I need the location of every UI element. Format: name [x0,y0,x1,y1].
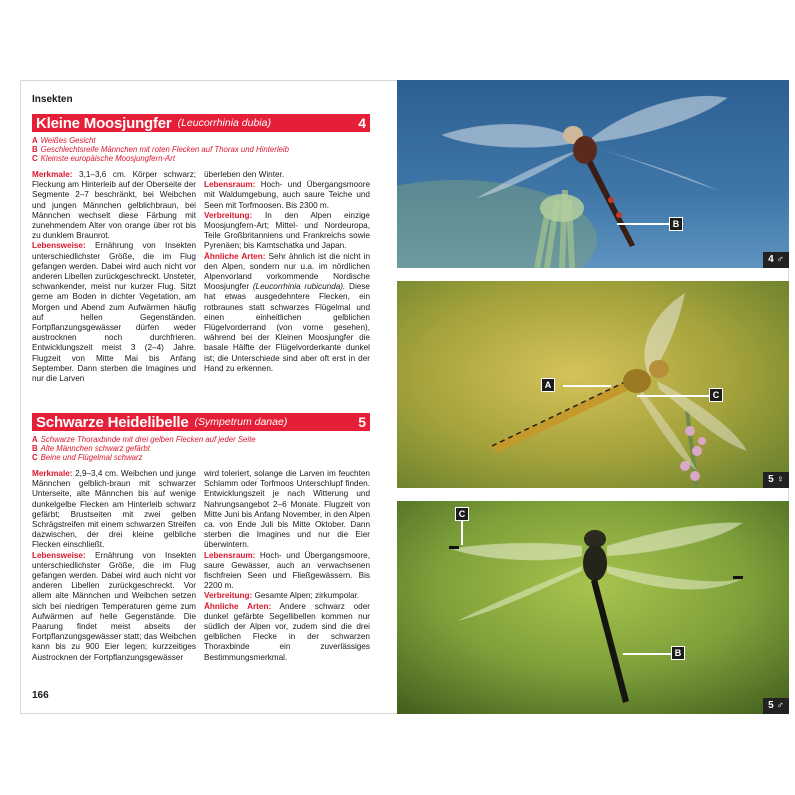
photo-badge: 5 ♀ [763,472,789,488]
text-column-left: Merkmale: 2,9–3,4 cm. Weibchen und junge Männchen gelblich-braun mit schwarzer Unterseite, alte Männchen bis auf wenige dunkelgelbe Flecken am Hinterleib schwarz gefärbt; Brustseiten mit zwei gelben Schrägstreifen mit einem schwarzen Streifen dazwischen, der drei kleine gelbliche Flecken einschließt. Lebensweise: Ernährung von Insekten unterschiedlichster Größe, die im Flug gefangen werden. Dabei wird auch nicht vor anderen Libellen zurückgeschreckt. Vor allem alte Männchen und Weibchen setzen sich bei niedrigen Temperaturen gerne zum Aufwärmen auf helle Gegenstände. Die Paarung findet meist abseits der Fortpflanzungsgewässer statt; das Weibchen kann bis zu 900 Eier legen; kurzzeitiges Austrocknen der Fortpflanzungsgewässer [32,469,196,662]
feature-item: A Schwarze Thoraxbinde mit drei gelben Flecken auf jeder Seite [32,435,256,444]
feature-item: B Geschlechtsreife Männchen mit roten Flecken auf Thorax und Hinterleib [32,145,289,155]
feature-list [32,136,370,164]
species-header-kleine-moosjungfer [32,114,370,132]
text-column-right: wird toleriert, solange die Larven im feuchten Schlamm oder Torfmoos Unterschlupf finden. Entwicklungszeit je nach Witterung und Nahrungsangebot 2–6 Monate. Flugzeit von Mitte Juni bis Anfang November, in den Alpen ca. von Ende Juli bis Mitte Oktober. Dann sterben die Imagines und nur die Eier überwintern. Lebensraum: Hoch- und Übergangsmoore, saure Gewässer, auch an verwachsenen fischfreien Seen und Fließgewässern. Bis 2200 m. Verbreitung: Gesamte Alpen; zirkumpolar. Ähnliche Arten: Andere schwarz oder dunkel gefärbte Segellibellen kommen nur südlich der Alpen vor, zudem sind die drei gelblichen Flecke in der schwarzen Thoraxbinde ein zuverlässiges Bestimmungsmerkmal. [204,469,370,662]
species-name: Kleine Moosjungfer [36,114,172,132]
feature-item: C Beine und Flügelmal schwarz [32,453,143,463]
species-header-schwarze-heidelibelle [32,413,370,431]
label-a-marker: A [541,378,555,392]
feature-item: A Weißes Gesicht [32,136,96,145]
pointer-line [623,653,671,655]
section-label: Insekten [32,94,73,105]
page-number: 166 [32,690,49,701]
photo-badge: 4 ♂ [763,252,789,268]
feature-list [32,435,370,463]
pointer-line [461,521,463,545]
text-column-right: überleben den Winter. Lebensraum: Hoch- und Übergangsmoore mit Waldumgebung, auch saure Teiche und Seen mit Torfmoosen. Bis 2300 m. Verbreitung: In den Alpen einzige Moosjungfern-Art; Mittel- und Nordeuropa, Teile Großbritanniens und Frankreichs sowie Pyrenäen; bis Kamtschatka und Japan. Ähnliche Arten: Sehr ähnlich ist die nicht in den Alpen, sondern nur u.a. im nördlichen Alpenvorland vorkommende Nordische Moosjungfer (Leucorrhinia rubicunda). Diese hat etwas ausgedehntere Flecken, ein rotbraunes statt schwarzes Flügelmal und einen einheitlichen gelblichen Flügelvorderrand (von vorne gesehen), während bei der Kleinen Moosjungfer die basale Hälfte der Flügelvorderkante dunkel ist; die Unterschiede sind aber oft erst in der Hand zu erkennen. [204,170,370,373]
label-c-marker: C [455,507,469,521]
dragonfly-photo-illustration [397,80,789,268]
dragonfly-photo-illustration [397,501,789,714]
photo-schwarze-heidelibelle-female [397,281,789,488]
pointer-line [563,385,611,387]
photo-badge: 5 ♂ [763,698,789,714]
pointer-line [637,395,709,397]
label-b-marker: B [669,217,683,231]
species-number: 5 [358,414,366,430]
pointer-line [617,223,669,225]
feature-item: B Alte Männchen schwarz gefärbt [32,444,150,454]
label-b-marker: B [671,646,685,660]
feature-item: C Kleinste europäische Moosjungfern-Art [32,154,175,164]
photo-schwarze-heidelibelle-male [397,501,789,714]
label-c-marker: C [709,388,723,402]
species-number: 4 [358,115,366,131]
text-column-left: Merkmale: 3,1–3,6 cm. Körper schwarz; Fleckung am Hinterleib auf der Oberseite der Segmente 2–7 beschränkt, bei Weibchen und jungen Männchen gelblichbraun, bei Männchen wechselt diese Färbung mit zunehmendem Alter von orange über rot bis zu dunklem Braunrot. Lebensweise: Ernährung von Insekten unterschiedlichster Größe, die im Flug gefangen werden. Dabei wird auch nicht vor anderen Libellen zurückgeschreckt. Unsteter, schwankender, meist nur kurzer Flug. Sitzt gerne am Boden in dichter Vegetation, am Morgen und Abend zum Aufwärmen häufig auf hellen Gegenständen. Fortpflanzungsgewässer dürfen weder austrocknen noch durchfrieren. Entwicklungszeit meist 3 (2–4) Jahre. Flugzeit von Mitte Mai bis Anfang September. Dann sterben die Imagines und nur die Larven [32,170,196,384]
species-latin-name: (Leucorrhinia dubia) [177,117,271,129]
species-name: Schwarze Heidelibelle [36,413,189,431]
photo-kleine-moosjungfer-male [397,80,789,268]
species-latin-name: (Sympetrum danae) [194,416,288,428]
